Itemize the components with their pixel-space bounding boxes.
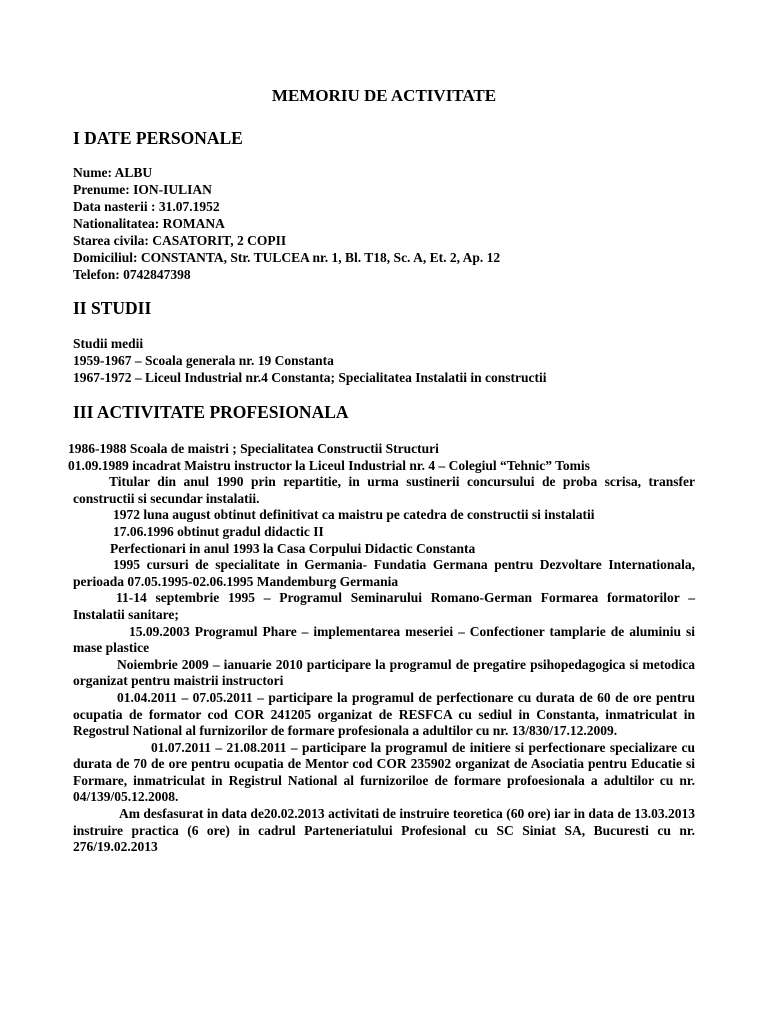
personal-nationality: Nationalitatea: ROMANA xyxy=(73,216,225,231)
activity-paragraph: 17.06.1996 obtinut gradul didactic II xyxy=(113,523,324,539)
activity-paragraph: 1972 luna august obtinut definitivat ca maistru pe catedra de constructii si instalatii xyxy=(113,507,595,523)
personal-first-name: Prenume: ION-IULIAN xyxy=(73,182,212,197)
activity-paragraph: 11-14 septembrie 1995 – Programul Seminarului Romano-German Formarea formatorilor – Instalatii sanitare; xyxy=(73,590,695,622)
studies-entry: 1959-1967 – Scoala generala nr. 19 Constanta xyxy=(73,353,334,368)
studies-entry: 1967-1972 – Liceul Industrial nr.4 Constanta; Specialitatea Instalatii in constructii xyxy=(73,370,547,385)
activity-paragraph: 01.09.1989 incadrat Maistru instructor la Liceul Industrial nr. 4 – Colegiul “Tehnic” Tomis xyxy=(68,457,590,473)
section-heading-studies: II STUDII xyxy=(73,298,152,318)
personal-birth-date: Data nasterii : 31.07.1952 xyxy=(73,199,220,214)
personal-address: Domiciliul: CONSTANTA, Str. TULCEA nr. 1, Bl. T18, Sc. A, Et. 2, Ap. 12 xyxy=(73,250,501,265)
activity-paragraph: Am desfasurat in data de20.02.2013 activitati de instruire teoretica (60 ore) iar in data de 13.03.2013 instruire practica (6 ore) in cadrul Parteneriatului Profesional cu SC Siniat SA, Bucuresti cu nr. 276/19.02.2013 xyxy=(73,806,695,855)
studies-label: Studii medii xyxy=(73,336,144,351)
document-title: MEMORIU DE ACTIVITATE xyxy=(271,86,497,105)
activity-paragraph: Noiembrie 2009 – ianuarie 2010 participare la programul de pregatire psihopedagogica si metodica organizat pentru maistrii instructori xyxy=(73,656,695,689)
activity-paragraph: 01.04.2011 – 07.05.2011 – participare la programul de perfectionare cu durata de 60 de ore pentru ocupatia de formator cod COR 241205 organizat de RESFCA cu sediul in Constanta, inmatriculat in Regostrul National al furnizorilor de formare profesionala a adultilor cu nr. 13/830/17.12.2009. xyxy=(73,689,695,739)
professional-activity-list xyxy=(68,441,695,856)
section-heading-professional-activity: III ACTIVITATE PROFESIONALA xyxy=(73,402,349,422)
studies-list xyxy=(73,335,699,386)
activity-paragraph: 15.09.2003 Programul Phare – implementarea meseriei – Confectioner tamplarie de aluminiu si mase plastice xyxy=(73,623,695,656)
personal-name: Nume: ALBU xyxy=(73,165,153,180)
activity-paragraph: Perfectionari in anul 1993 la Casa Corpului Didactic Constanta xyxy=(110,540,476,556)
activity-paragraph: 1986-1988 Scoala de maistri ; Specialitatea Constructii Structuri xyxy=(68,441,439,456)
activity-paragraph: 01.07.2011 – 21.08.2011 – participare la programul de initiere si perfectionare specializare cu durata de 70 de ore pentru ocupatia de Mentor cod COR 235902 organizat de Asociatia pentru Educatie si Formare, inmatriculat in Registrul National al furnizoriloe de formare profoesionala a adultilor cu nr. 04/139/05.12.2008. xyxy=(73,739,695,805)
personal-data-list xyxy=(73,164,699,283)
section-heading-personal-data: I DATE PERSONALE xyxy=(73,128,243,148)
personal-civil-status: Starea civila: CASATORIT, 2 COPII xyxy=(73,233,287,248)
activity-paragraph: Titular din anul 1990 prin repartitie, in urma sustinerii concursului de proba scrisa, transfer constructii si secundar instalatii. xyxy=(73,474,695,506)
activity-paragraph: 1995 cursuri de specialitate in Germania- Fundatia Germana pentru Dezvoltare Internationala, perioada 07.05.1995-02.06.1995 Mandemburg Germania xyxy=(73,557,695,589)
personal-phone: Telefon: 0742847398 xyxy=(73,267,191,282)
